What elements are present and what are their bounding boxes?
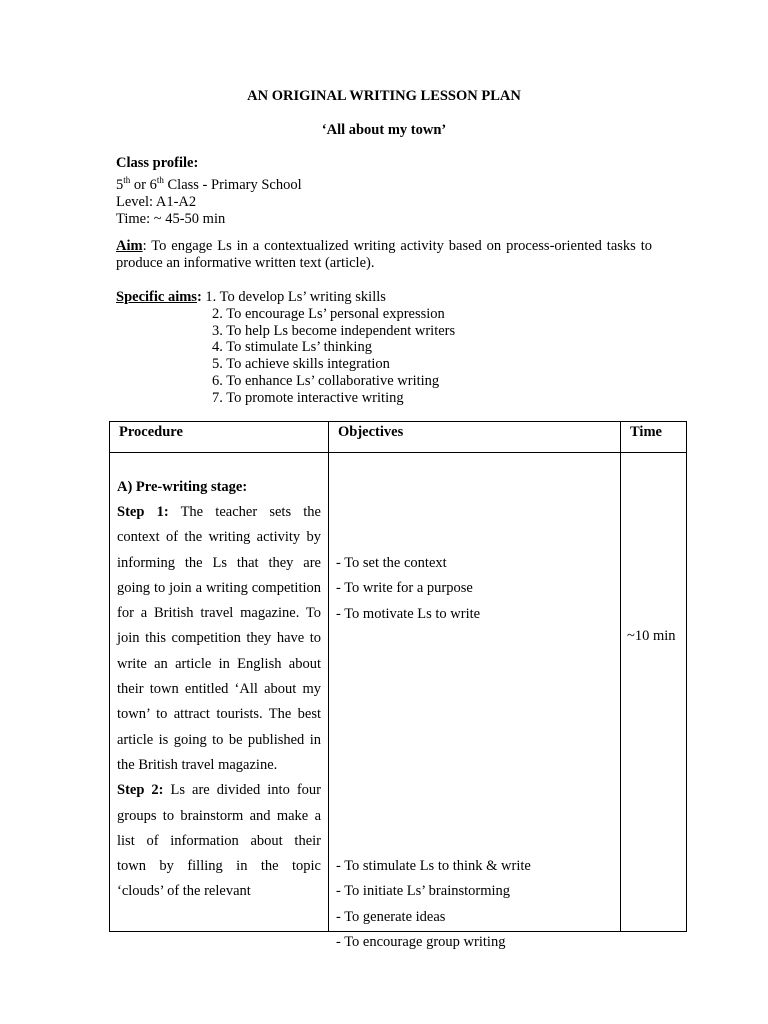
header-time: Time [621, 422, 687, 453]
document-subtitle: ‘All about my town’ [321, 122, 447, 138]
objective-item: - To write for a purpose [336, 580, 473, 597]
specific-aim-item: 6. To enhance Ls’ collaborative writing [212, 372, 440, 389]
class-profile [116, 155, 302, 228]
objective-item: - To stimulate Ls to think & write [336, 858, 531, 874]
header-objectives: Objectives [329, 422, 621, 453]
specific-aim-item: 4. To stimulate Ls’ thinking [212, 339, 372, 356]
step-1: Step 1: The teacher sets the context of the writing activity by informing the Ls that they are going to join a writing competition for a British travel magazine. To join this competition they have to write an article in English about their town entitled ‘All about my town’ to attract tourists. The best article is going to be published in the British travel magazine. [117, 504, 321, 773]
header-procedure: Procedure [110, 422, 329, 453]
specific-aim-item: 5. To achieve skills integration [212, 356, 390, 373]
class-profile-grade: 5th or 6th Class - Primary School [116, 175, 302, 193]
table-header-row [110, 422, 687, 453]
specific-aims-label: Specific aims [116, 289, 197, 305]
procedure-cell [110, 453, 329, 932]
stage-heading: A) Pre-writing stage: [117, 479, 248, 495]
objective-item: - To set the context [336, 555, 447, 571]
specific-aims: Specific aims: 1. To develop Ls’ writing skills 2. To encourage Ls’ personal expression 3. To help Ls become independent writers 4. To stimulate Ls’ thinking 5. To achieve skills integration 6. To enhance Ls’ collaborative writing 7. To promote interactive writing [116, 289, 456, 406]
objective-item: - To generate ideas [336, 908, 446, 925]
specific-aim-item: 7. To promote interactive writing [212, 389, 404, 406]
aim-paragraph [116, 238, 652, 272]
step-2: Step 2: Ls are divided into four groups to brainstorm and make a list of information about their town by filling in the topic ‘clouds’ of the relevant [117, 782, 321, 900]
objective-item: - To motivate Ls to write [336, 605, 481, 622]
time-cell [621, 453, 687, 932]
class-profile-time: Time: ~ 45-50 min [116, 210, 226, 227]
time-value: ~10 min [627, 628, 676, 644]
objectives-group-1 [336, 551, 480, 627]
specific-aim-item: 1. To develop Ls’ writing skills [205, 289, 386, 305]
aim-text: : To engage Ls in a contextualized writing activity based on process-oriented tasks to produce an informative written text (article). [116, 238, 652, 271]
table-row [110, 453, 687, 932]
objectives-cell [329, 453, 621, 950]
aim-label: Aim [116, 238, 143, 254]
lesson-plan-table [109, 421, 687, 950]
objective-item: - To initiate Ls’ brainstorming [336, 883, 511, 900]
objectives-group-2 [336, 854, 531, 955]
specific-aim-item: 2. To encourage Ls’ personal expression [212, 305, 445, 322]
class-profile-label: Class profile: [116, 155, 199, 171]
objective-item: - To encourage group writing [336, 933, 506, 950]
class-profile-level: Level: A1-A2 [116, 193, 197, 210]
specific-aim-item: 3. To help Ls become independent writers [212, 322, 456, 339]
document-title: AN ORIGINAL WRITING LESSON PLAN [247, 88, 521, 104]
